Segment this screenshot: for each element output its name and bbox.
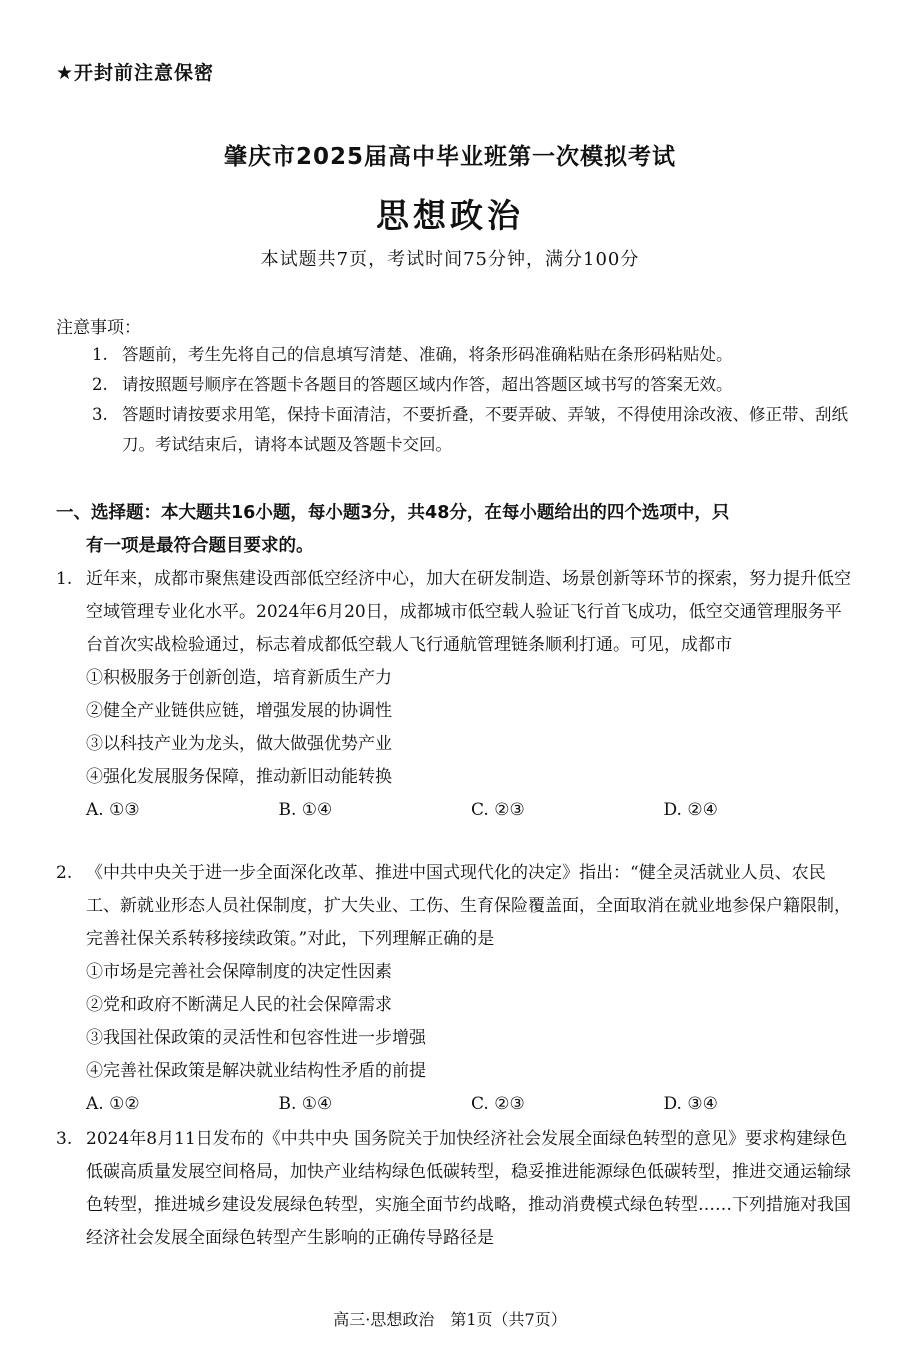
notice-list	[92, 340, 852, 460]
section-heading-line1: 一、选择题：本大题共16小题，每小题3分，共48分，在每小题给出的四个选项中，只	[56, 503, 730, 523]
exam-info: 本试题共7页，考试时间75分钟，满分100分	[260, 249, 640, 270]
exam-title: 肇庆市2025届高中毕业班第一次模拟考试	[223, 144, 676, 170]
option-a: A. ①③	[86, 800, 140, 820]
statement-3: ③我国社保政策的灵活性和包容性进一步增强	[86, 1028, 426, 1048]
notice-item-number: 3.	[92, 405, 108, 424]
option-a: A. ①②	[86, 1094, 140, 1114]
statement-2: ②健全产业链供应链，增强发展的协调性	[86, 701, 392, 721]
question-stem-text: 近年来，成都市聚焦建设西部低空经济中心，加大在研发制造、场景创新等环节的探索，努力提升低空空域管理专业化水平。2024年6月20日，成都城市低空载人验证飞行首飞成功，低空交通管理服务平台首次实战检验通过，标志着成都低空载人飞行通航管理链条顺利打通。可见，成都市	[86, 569, 851, 655]
statement-3: ③以科技产业为龙头，做大做强优势产业	[86, 734, 392, 754]
question-stem	[56, 857, 856, 956]
statement-1: ①积极服务于创新创造，培育新质生产力	[86, 668, 392, 688]
question-stem	[56, 563, 856, 662]
statement-1: ①市场是完善社会保障制度的决定性因素	[86, 962, 392, 982]
statement-4: ④完善社保政策是解决就业结构性矛盾的前提	[86, 1061, 426, 1081]
notice-item-number: 2.	[92, 375, 108, 394]
notice-item	[92, 340, 852, 370]
section-heading-line2: 有一项是最符合题目要求的。	[86, 536, 314, 556]
question-number: 1.	[56, 569, 73, 589]
option-b: B. ①④	[278, 800, 333, 820]
question-number: 3.	[56, 1129, 73, 1149]
question-1	[56, 563, 856, 827]
notice-item	[92, 370, 852, 400]
option-d: D. ③④	[663, 1094, 718, 1114]
page-footer: 高三·思想政治 第1页（共7页）	[333, 1310, 567, 1329]
question-3	[56, 1123, 856, 1255]
option-c: C. ②③	[471, 800, 525, 820]
section-heading	[56, 497, 856, 563]
options-row	[56, 794, 856, 827]
question-stem	[56, 1123, 856, 1255]
subject-title: 思想政治	[376, 196, 524, 235]
question-stem-text: 2024年8月11日发布的《中共中央 国务院关于加快经济社会发展全面绿色转型的意见》要求构建绿色低碳高质量发展空间格局，加快产业结构绿色低碳转型，稳妥推进能源绿色低碳转型，推进交通运输绿色转型，推进城乡建设发展绿色转型，实施全面节约战略，推动消费模式绿色转型……下列措施对我国经济社会发展全面绿色转型产生影响的正确传导路径是	[86, 1129, 851, 1248]
notice-item-text: 请按照题号顺序在答题卡各题目的答题区域内作答，超出答题区域书写的答案无效。	[122, 375, 733, 394]
option-d: D. ②④	[663, 800, 718, 820]
confidential-notice: ★开封前注意保密	[56, 62, 215, 84]
option-b: B. ①④	[278, 1094, 333, 1114]
statement-2: ②党和政府不断满足人民的社会保障需求	[86, 995, 392, 1015]
question-2	[56, 857, 856, 1121]
notice-item-text: 答题时请按要求用笔，保持卡面清洁，不要折叠，不要弄破、弄皱，不得使用涂改液、修正带、刮纸刀。考试结束后，请将本试题及答题卡交回。	[122, 405, 848, 454]
question-stem-text: 《中共中央关于进一步全面深化改革、推进中国式现代化的决定》指出：“健全灵活就业人员、农民工、新就业形态人员社保制度，扩大失业、工伤、生育保险覆盖面，全面取消在就业地参保户籍限制，完善社保关系转移接续政策。”对此，下列理解正确的是	[86, 863, 851, 949]
question-number: 2.	[56, 863, 73, 883]
statement-4: ④强化发展服务保障，推动新旧动能转换	[86, 767, 392, 787]
notice-heading: 注意事项：	[56, 318, 141, 338]
notice-item-number: 1.	[92, 345, 108, 364]
notice-item-text: 答题前，考生先将自己的信息填写清楚、准确，将条形码准确粘贴在条形码粘贴处。	[122, 345, 733, 364]
option-c: C. ②③	[471, 1094, 525, 1114]
options-row	[56, 1088, 856, 1121]
notice-item	[92, 400, 852, 460]
